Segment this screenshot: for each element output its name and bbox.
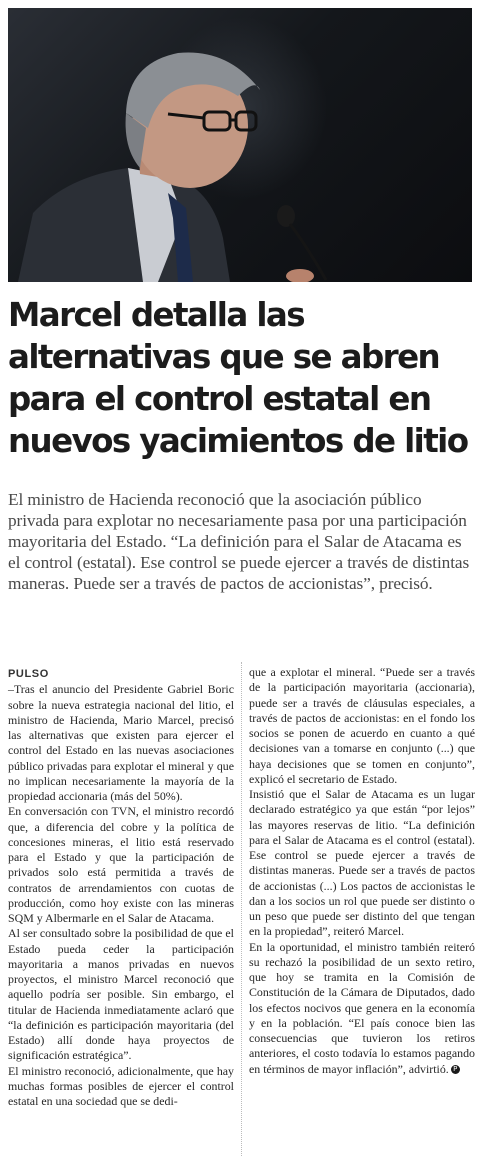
body-paragraph: –Tras el anuncio del Presidente Gabriel Boric sobre la nueva estrategia nacional del litio, el ministro de Hacienda, Mario Marcel, precisó las alternativas que existen para ejercer el control del Estado en las nuevas asociaciones público privadas para explotar el mineral y que no implican necesariamente la mayoría de la propiedad accionaria (más del 50%). (8, 682, 234, 803)
body-paragraph-final (249, 940, 475, 1077)
body-text: En la oportunidad, el ministro también reiteró su rechazó la posibilidad de un sexto retiro, que hoy se tramita en la Comisión de Constitución de la Cámara de Diputados, dado los efectos nocivos que genera en la economía y en la población. “El país conoce bien las consecuencias que tuvieron los retiros anteriores, el costo todavía lo estamos pagando en términos de mayor inflación”, advirtió. (249, 939, 475, 1076)
body-column-left (8, 667, 234, 1109)
body-paragraph: que a explotar el mineral. “Puede ser a través de la participación mayoritaria (accionaria), puede ser a través de cláusulas especiales, a través de pactos de accionistas: en el fondo los socios se ponen de acuerdo en cuanto a qué decisiones van a tomarse en conjunto (...) que haya decisiones que se tomen en conjunto”, explicó el secretario de Estado. (249, 665, 475, 786)
end-mark-icon: P (451, 1065, 460, 1074)
headline: Marcel detalla las alternativas que se abren para el control estatal en nuevos yacimientos de litio (8, 296, 468, 460)
body-column-right (249, 665, 475, 1077)
column-divider (241, 662, 242, 1156)
kicker: PULSO (8, 668, 49, 680)
lead-paragraph: El ministro de Hacienda reconoció que la asociación público privada para explotar no necesariamente pasa por una participación mayoritaria del Estado. “La definición para el Salar de Atacama es el control (estatal). Ese control se puede ejercer a través de distintas maneras. Puede ser a través de pactos de accionistas”, precisó. (8, 490, 470, 593)
body-paragraph: Insistió que el Salar de Atacama es un lugar declarado estratégico ya que están “por lejos” las mayores reservas de litio. “La definición para el Salar de Atacama es el control (estatal). Ese control se puede ejercer a través de distintas maneras. Puede ser a través de pactos de accionistas (...) Los pactos de accionistas le dan a los socios un rol que puede ser distinto o un peso que puede ser distinto del que tengan en la propiedad”, reiteró Marcel. (249, 787, 475, 939)
body-paragraph: El ministro reconoció, adicionalmente, que hay muchas formas posibles de ejercer el control estatal en una sociedad que se dedi- (8, 1063, 234, 1108)
speaker-illustration (8, 8, 472, 282)
body-paragraph: En conversación con TVN, el ministro recordó que, a diferencia del cobre y la política de concesiones mineras, el litio está reservado para el Estado y que la participación de privados solo está permitida a través de contratos de arrendamientos con cuotas de producción, como hoy existe con las mineras SQM y Albermarle en el Salar de Atacama. (8, 804, 234, 925)
body-paragraph: Al ser consultado sobre la posibilidad de que el Estado pueda ceder la participación mayoritaria a manos privadas en nuevos proyectos, el ministro Marcel reconoció que aquello podría ser posible. Sin embargo, el titular de Hacienda inmediatamente aclaró que “la definición es participación mayoritaria (del Estado) allí donde haya proyectos de significación estratégica”. (8, 926, 234, 1063)
article-photo (8, 8, 472, 282)
